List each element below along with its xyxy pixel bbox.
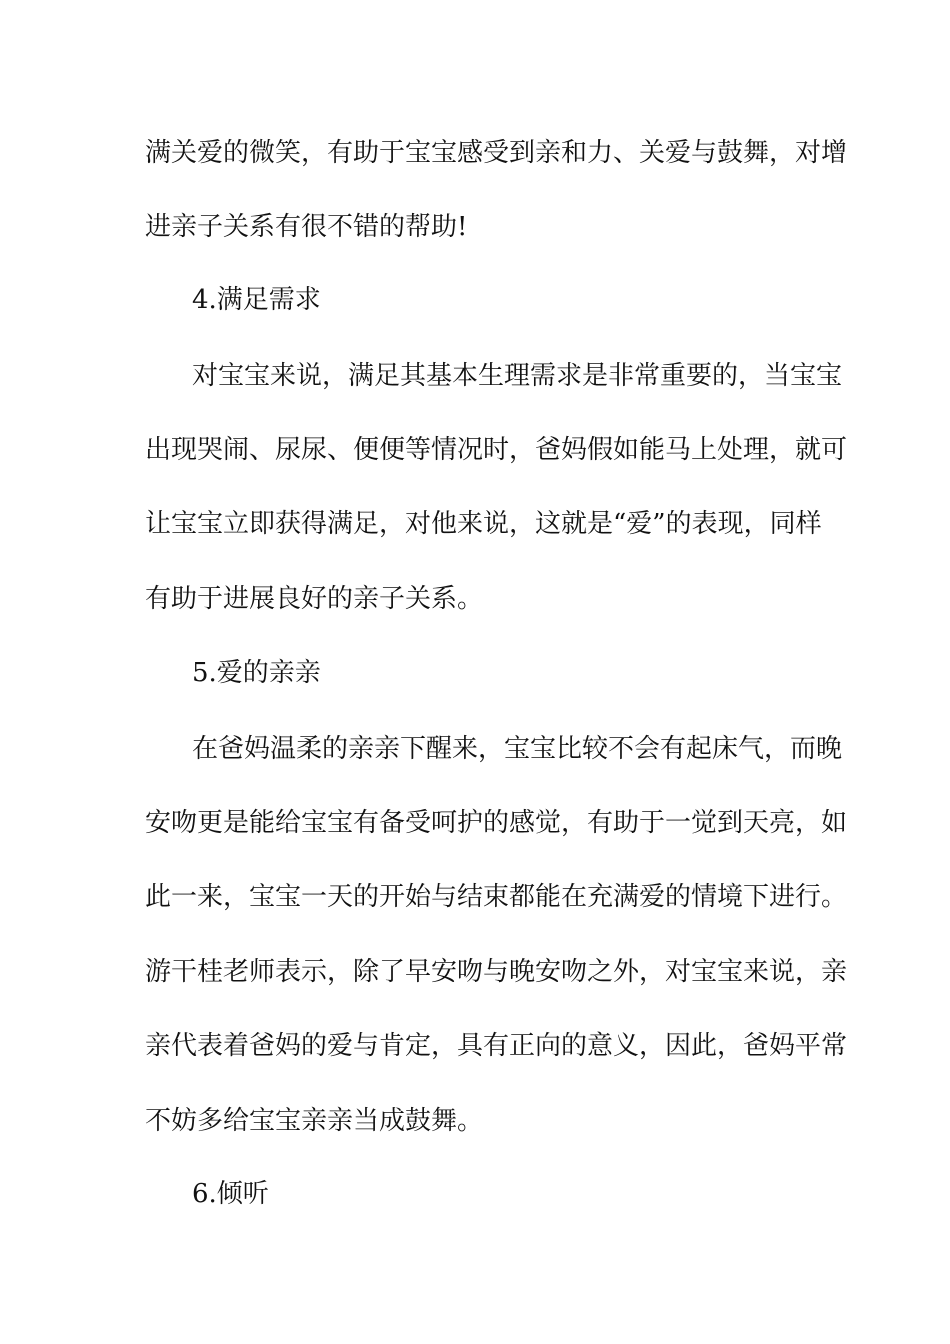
paragraph-line: 出现哭闹、尿尿、便便等情况时，爸妈假如能马上处理，就可 [145,435,848,465]
section-heading: 5.爱的亲亲 [192,658,321,688]
paragraph-line: 进亲子关系有很不错的帮助! [145,212,468,242]
paragraph-line: 不妨多给宝宝亲亲当成鼓舞。 [145,1106,484,1136]
paragraph-line: 让宝宝立即获得满足，对他来说，这就是“爱”的表现，同样 [145,509,822,539]
section-heading: 6.倾听 [192,1179,269,1209]
paragraph-line: 在爸妈温柔的亲亲下醒来，宝宝比较不会有起床气，而晚 [192,734,843,764]
paragraph-line: 安吻更是能给宝宝有备受呵护的感觉，有助于一觉到天亮，如 [145,808,848,838]
paragraph-line: 有助于进展良好的亲子关系。 [145,584,484,614]
paragraph-line: 亲代表着爸妈的爱与肯定，具有正向的意义，因此，爸妈平常 [145,1031,848,1061]
paragraph-line: 对宝宝来说，满足其基本生理需求是非常重要的，当宝宝 [192,361,843,391]
paragraph-line: 此一来，宝宝一天的开始与结束都能在充满爱的情境下进行。 [145,882,848,912]
paragraph-line: 游干桂老师表示，除了早安吻与晚安吻之外，对宝宝来说，亲 [145,957,848,987]
paragraph-line: 满关爱的微笑，有助于宝宝感受到亲和力、关爱与鼓舞，对增 [145,138,848,168]
section-heading: 4.满足需求 [192,285,321,315]
